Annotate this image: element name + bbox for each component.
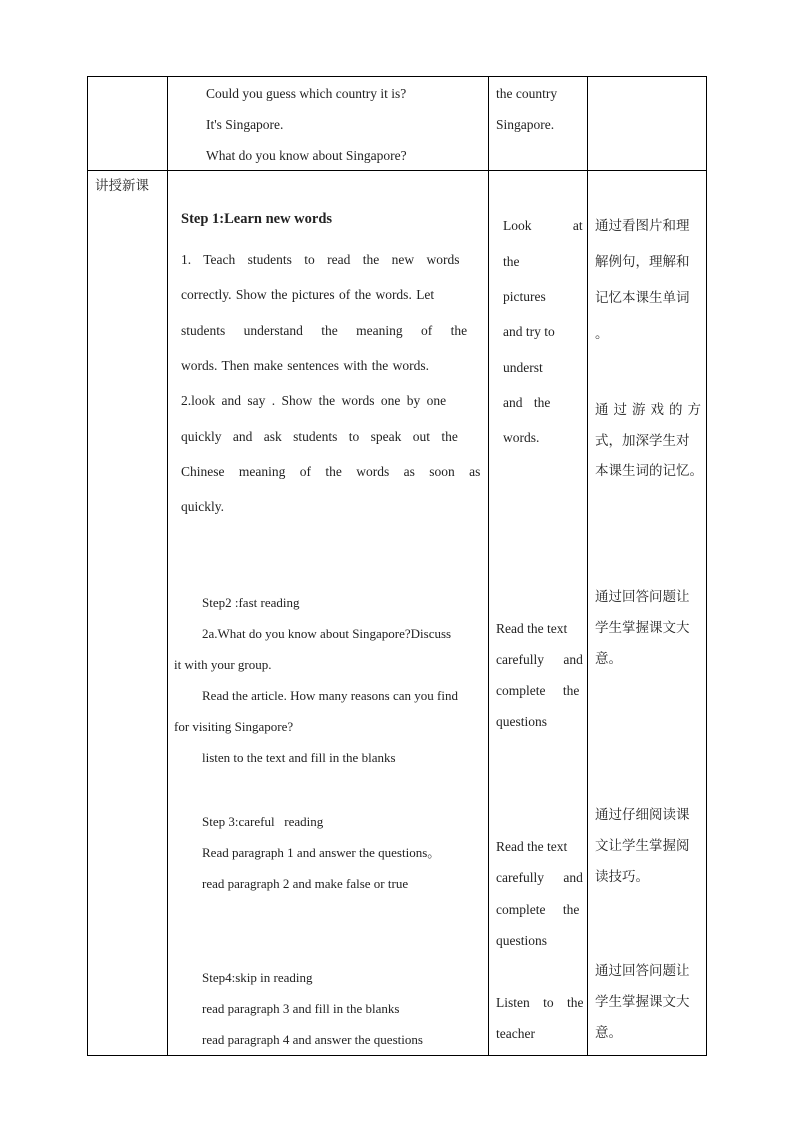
step1-line: quickly. — [181, 499, 224, 514]
step4-line: read paragraph 3 and fill in the blanks — [202, 1001, 400, 1016]
student-activity-line: complete the — [496, 902, 580, 917]
table-border-bottom — [87, 1055, 707, 1056]
section-label: 讲授新课 — [95, 178, 149, 194]
student-activity-line: questions — [496, 933, 548, 948]
table-border-left — [87, 76, 88, 1056]
purpose-line: 解例句，理解和 — [595, 254, 690, 270]
procedure-line: Could you guess which country it is? — [206, 86, 407, 101]
step1-line: 1. Teach students to read the new words — [181, 252, 460, 267]
purpose-line: 学生掌握课文大 — [595, 994, 690, 1010]
purpose-line: 式，加深学生对 — [595, 433, 690, 449]
step1-line: Chinese meaning of the words as soon as — [181, 464, 481, 479]
student-activity-line: words. — [503, 430, 540, 445]
student-activity-line: Read the text — [496, 621, 568, 636]
step2-line: for visiting Singapore? — [174, 719, 294, 734]
procedure-line: What do you know about Singapore? — [206, 148, 407, 163]
row-divider — [87, 170, 707, 171]
student-activity-line: carefully and — [496, 870, 583, 885]
table-border-top — [87, 76, 707, 77]
purpose-line: 本课生词的记忆。 — [595, 463, 703, 479]
step3-line: Read paragraph 1 and answer the questions。 — [202, 845, 441, 860]
student-activity-line: questions — [496, 714, 548, 729]
step1-line: 2.look and say . Show the words one by one — [181, 393, 447, 408]
purpose-line: 读技巧。 — [595, 869, 649, 885]
purpose-line: 意。 — [595, 1025, 622, 1041]
step3-title: Step 3:careful reading — [202, 814, 324, 829]
student-activity-line: and the — [503, 395, 551, 410]
step1-line: students understand the meaning of the — [181, 323, 468, 338]
column-divider — [167, 76, 168, 1056]
student-activity-line: and try to — [503, 324, 555, 339]
table-border-right — [706, 76, 707, 1056]
student-activity-line: Read the text — [496, 839, 568, 854]
student-activity-line: the — [503, 254, 520, 269]
step2-line: 2a.What do you know about Singapore?Discuss — [202, 626, 452, 641]
step1-line: words. Then make sentences with the words. — [181, 358, 429, 373]
purpose-line: 学生掌握课文大 — [595, 620, 690, 636]
student-activity-line: underst — [503, 360, 543, 375]
step2-title: Step2 :fast reading — [202, 595, 300, 610]
step3-line: read paragraph 2 and make false or true — [202, 876, 409, 891]
student-activity-line: pictures — [503, 289, 546, 304]
student-activity-line: Listen to the — [496, 995, 584, 1010]
purpose-line: 意。 — [595, 651, 622, 667]
purpose-line: 通过仔细阅读课 — [595, 807, 690, 823]
purpose-line: 通过看图片和理 — [595, 218, 690, 234]
student-activity-line: complete the — [496, 683, 580, 698]
purpose-line: 通过回答问题让 — [595, 963, 690, 979]
column-divider — [587, 76, 588, 1056]
purpose-line: 通过回答问题让 — [595, 589, 690, 605]
step4-title: Step4:skip in reading — [202, 970, 313, 985]
purpose-line: 通过游戏的方 — [595, 402, 706, 418]
purpose-line: 记忆本课生单词 — [595, 290, 690, 306]
student-activity-line: carefully and — [496, 652, 583, 667]
purpose-line: 文让学生掌握阅 — [595, 838, 690, 854]
student-activity-line: Singapore. — [496, 117, 555, 132]
student-activity-line: teacher — [496, 1026, 535, 1041]
step1-title: Step 1:Learn new words — [181, 211, 333, 227]
procedure-line: It's Singapore. — [206, 117, 284, 132]
column-divider — [488, 76, 489, 1056]
step2-line: it with your group. — [174, 657, 272, 672]
step1-line: correctly. Show the pictures of the words. Let — [181, 287, 435, 302]
student-activity-line: Look at — [503, 218, 583, 233]
step4-line: read paragraph 4 and answer the questions — [202, 1032, 423, 1047]
purpose-line: 。 — [595, 326, 609, 342]
step2-line: Read the article. How many reasons can you find — [202, 688, 458, 703]
step2-line: listen to the text and fill in the blanks — [202, 750, 396, 765]
student-activity-line: the country — [496, 86, 558, 101]
step1-line: quickly and ask students to speak out the — [181, 429, 458, 444]
